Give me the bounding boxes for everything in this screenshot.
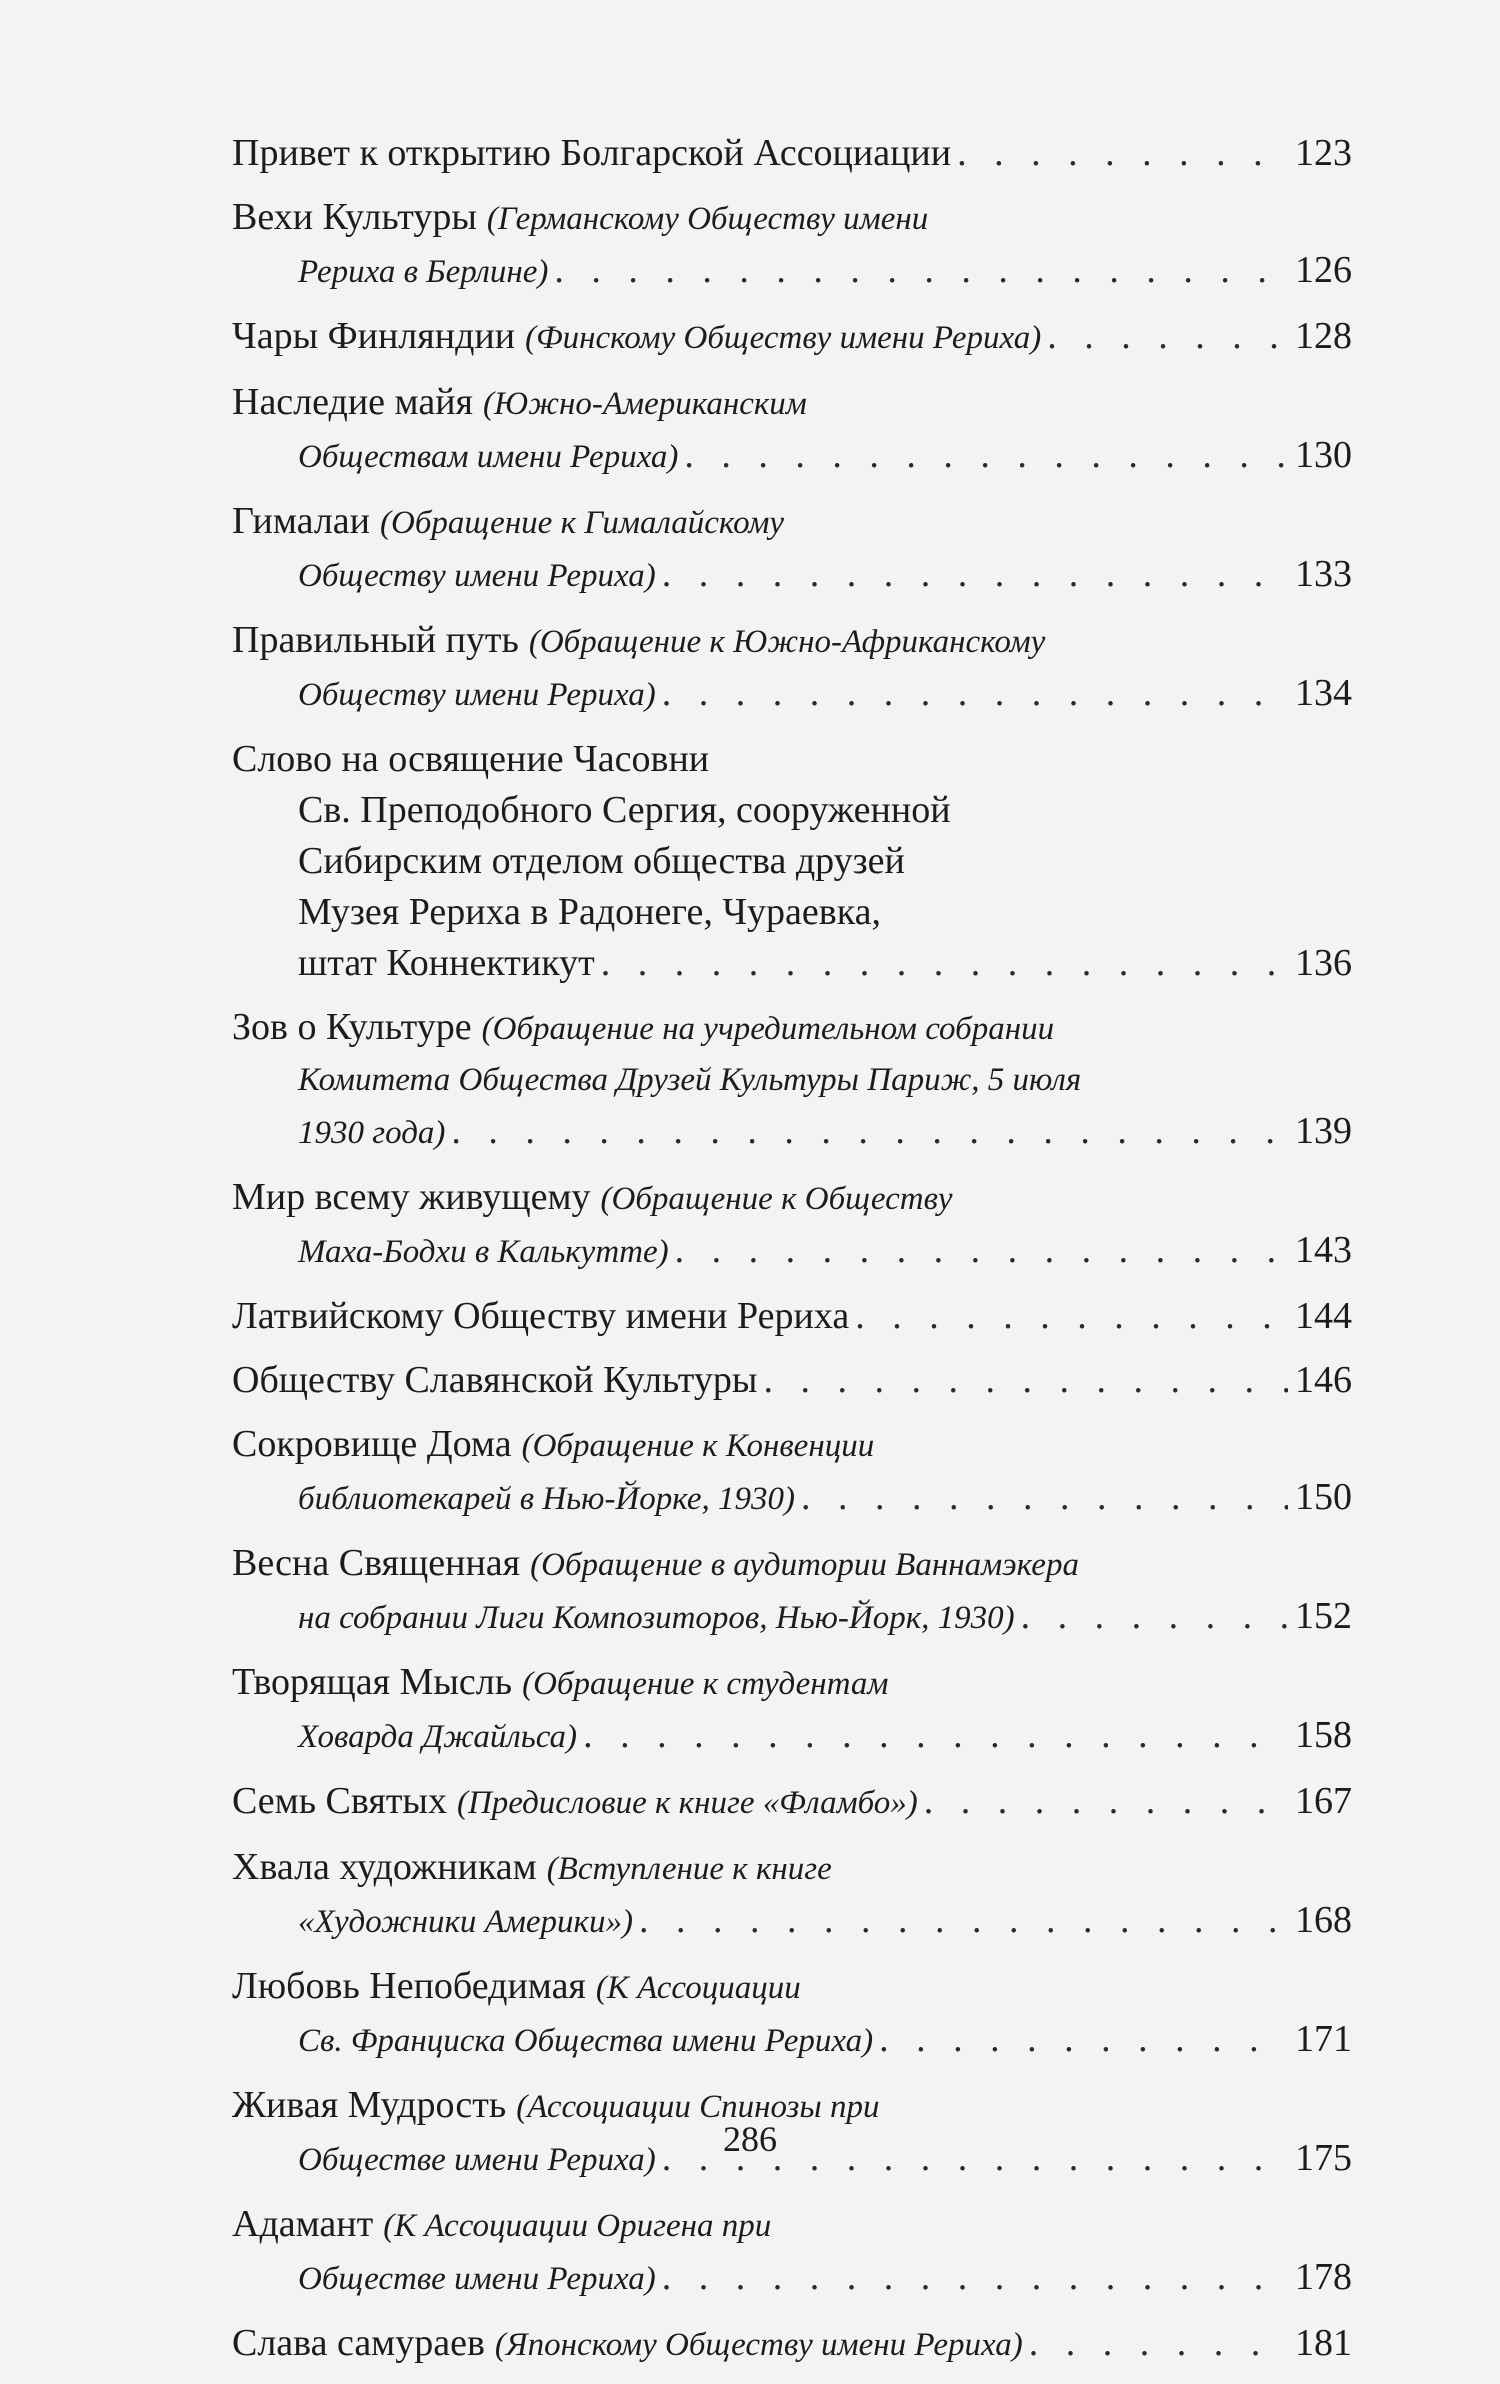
toc-entry-title: Музея Рериха в Радонеге, Чураевка,	[298, 891, 881, 933]
toc-entry-subtitle: (Южно-Американским	[483, 386, 807, 422]
dot-leader	[662, 668, 1288, 719]
dot-leader	[1021, 1591, 1288, 1642]
toc-entry-line	[232, 549, 1352, 602]
toc-page-number: 158	[1295, 1714, 1352, 1756]
toc-entry-line	[232, 1225, 1352, 1278]
toc-page-number: 133	[1295, 553, 1352, 595]
toc-entry-line	[232, 938, 1352, 989]
toc-entry-line	[232, 2318, 1352, 2371]
toc-entry-title: Чары Финляндии	[232, 315, 516, 357]
toc-page-number: 126	[1295, 249, 1352, 291]
dot-leader	[924, 1776, 1288, 1827]
toc-entry-subtitle: (Обращение к Обществу	[600, 1181, 953, 1217]
toc-entry-title: Творящая Мысль	[232, 1661, 513, 1703]
toc-entry-line	[232, 1419, 1352, 1472]
toc-entry-line	[232, 734, 1352, 785]
toc-entry-subtitle: (Обращение к Конвенции	[521, 1428, 875, 1464]
dot-leader	[684, 430, 1288, 481]
toc-entry-subtitle: (Обращение к Южно-Африканскому	[528, 624, 1046, 660]
toc-page-number: 146	[1295, 1359, 1352, 1401]
toc-entry-title: Адамант	[232, 2203, 374, 2245]
toc-entry-line	[232, 1055, 1352, 1106]
toc-entry-title: Слава самураев	[232, 2322, 485, 2364]
toc-page-number: 128	[1295, 315, 1352, 357]
toc-entry	[232, 1002, 1352, 1159]
toc-page-number: 175	[1295, 2137, 1352, 2179]
toc-entry	[232, 1172, 1352, 1278]
toc-entry	[232, 1355, 1352, 1406]
toc-entry-line	[232, 496, 1352, 549]
dot-leader	[639, 1895, 1288, 1946]
toc-entry-line	[232, 1657, 1352, 1710]
toc-entry	[232, 1842, 1352, 1948]
toc-entry-line	[232, 1776, 1352, 1829]
toc-entry-title: Правильный путь	[232, 619, 519, 661]
toc-entry-line	[232, 836, 1352, 887]
toc-entry-subtitle: Маха-Бодхи в Калькутте)	[298, 1234, 669, 1270]
dot-leader	[601, 938, 1288, 989]
toc-entry-subtitle: (Финскому Обществу имени Рериха)	[525, 320, 1042, 356]
toc-entry-line	[232, 245, 1352, 298]
toc-entry-line	[232, 1591, 1352, 1644]
toc-entry-line	[232, 615, 1352, 668]
toc-entry-title: Привет к открытию Болгарской Ассоциации	[232, 132, 952, 174]
toc-entry-subtitle: (Обращение на учредительном собрании	[481, 1011, 1055, 1047]
dot-leader	[675, 1225, 1288, 1276]
toc-entry-title: Св. Преподобного Сергия, сооруженной	[298, 789, 951, 831]
toc-entry	[232, 1419, 1352, 1525]
dot-leader	[662, 549, 1288, 600]
toc-entry-line	[232, 1472, 1352, 1525]
toc-entry-title: Живая Мудрость	[232, 2084, 507, 2126]
toc-entry	[232, 2199, 1352, 2305]
toc-entry-subtitle: Обществу имени Рериха)	[298, 558, 656, 594]
toc-entry-title: Хвала художникам	[232, 1846, 537, 1888]
toc-entry-title: Гималаи	[232, 500, 371, 542]
toc-entry-line	[232, 192, 1352, 245]
toc-entry	[232, 1657, 1352, 1763]
toc-page-number: 139	[1295, 1110, 1352, 1152]
toc-entry-line	[232, 377, 1352, 430]
toc-entry-title: Любовь Непобедимая	[232, 1965, 586, 2007]
toc-entry	[232, 1776, 1352, 1829]
toc-entry-title: Обществу Славянской Культуры	[232, 1359, 758, 1401]
toc-entry	[232, 1291, 1352, 1342]
toc-page-number: 123	[1295, 132, 1352, 174]
toc-entry-subtitle: (Ассоциации Спинозы при	[516, 2089, 880, 2125]
toc-entry-subtitle: (Германскому Обществу имени	[486, 201, 929, 237]
toc-entry-subtitle: (К Ассоциации	[595, 1970, 801, 2006]
toc-entry-title: Семь Святых	[232, 1780, 447, 1822]
toc-page-number: 171	[1295, 2018, 1352, 2060]
toc-entry-line	[232, 1538, 1352, 1591]
toc-entry-line	[232, 2014, 1352, 2067]
toc-page-number: 144	[1295, 1295, 1352, 1337]
toc-entry	[232, 128, 1352, 179]
toc-entry-line	[232, 1961, 1352, 2014]
toc-entry-title: Наследие майя	[232, 381, 474, 423]
toc-entry-title: Зов о Культуре	[232, 1006, 472, 1048]
toc-entry	[232, 615, 1352, 721]
page-number: 286	[723, 2119, 777, 2159]
toc-entry-title: Латвийскому Обществу имени Рериха	[232, 1295, 850, 1337]
toc-entry-line	[232, 1895, 1352, 1948]
toc-page-number: 168	[1295, 1899, 1352, 1941]
toc-page-number: 130	[1295, 434, 1352, 476]
toc-entry-subtitle: на собрании Лиги Композиторов, Нью-Йорк, 1930)	[298, 1600, 1015, 1636]
toc-entry-subtitle: (Вступление к книге	[546, 1851, 832, 1887]
table-of-contents	[232, 128, 1352, 2384]
toc-entry-subtitle: Рериха в Берлине)	[298, 254, 549, 290]
toc-entry-title: Весна Священная	[232, 1542, 521, 1584]
toc-entry	[232, 1961, 1352, 2067]
dot-leader	[1029, 2318, 1288, 2369]
toc-entry-line	[232, 887, 1352, 938]
toc-entry-line	[232, 1842, 1352, 1895]
toc-page-number: 178	[1295, 2256, 1352, 2298]
toc-entry	[232, 496, 1352, 602]
dot-leader	[662, 2252, 1288, 2303]
toc-entry	[232, 192, 1352, 298]
toc-entry-line	[232, 128, 1352, 179]
dot-leader	[879, 2014, 1288, 2065]
toc-entry-subtitle: Ховарда Джайльса)	[298, 1719, 578, 1755]
dot-leader	[763, 1355, 1288, 1406]
toc-entry-subtitle: (Обращение к студентам	[522, 1666, 889, 1702]
toc-page-number: 152	[1295, 1595, 1352, 1637]
toc-entry	[232, 2318, 1352, 2371]
toc-entry-subtitle: 1930 года)	[298, 1115, 446, 1151]
dot-leader	[801, 1472, 1288, 1523]
dot-leader	[451, 1106, 1288, 1157]
toc-entry-line	[232, 1106, 1352, 1159]
toc-entry-line	[232, 430, 1352, 483]
toc-entry-subtitle: Комитета Общества Друзей Культуры Париж, 5 июля	[298, 1062, 1082, 1098]
toc-entry-line	[232, 2252, 1352, 2305]
toc-entry-subtitle: Обществе имени Рериха)	[298, 2261, 656, 2297]
toc-entry-subtitle: (Предисловие к книге «Фламбо»)	[456, 1785, 918, 1821]
toc-entry	[232, 311, 1352, 364]
toc-entry	[232, 1538, 1352, 1644]
toc-entry-line	[232, 785, 1352, 836]
toc-entry-subtitle: (Обращение в аудитории Ваннамэкера	[530, 1547, 1079, 1583]
toc-entry-subtitle: Св. Франциска Общества имени Рериха)	[298, 2023, 874, 2059]
toc-entry-title: Вехи Культуры	[232, 196, 477, 238]
toc-page-number: 167	[1295, 1780, 1352, 1822]
toc-entry-subtitle: Обществам имени Рериха)	[298, 439, 679, 475]
toc-entry-subtitle: Обществу имени Рериха)	[298, 677, 656, 713]
toc-entry-line	[232, 311, 1352, 364]
toc-entry-subtitle: библиотекарей в Нью-Йорке, 1930)	[298, 1481, 796, 1517]
toc-entry-line	[232, 2199, 1352, 2252]
toc-entry-title: штат Коннектикут	[298, 942, 595, 984]
toc-entry-line	[232, 1172, 1352, 1225]
toc-entry-subtitle: «Художники Америки»)	[298, 1904, 633, 1940]
toc-entry-line	[232, 1710, 1352, 1763]
dot-leader	[583, 1710, 1288, 1761]
toc-page-number: 134	[1295, 672, 1352, 714]
toc-entry-line	[232, 1291, 1352, 1342]
toc-page-number: 150	[1295, 1476, 1352, 1518]
toc-entry	[232, 377, 1352, 483]
toc-page-number: 136	[1295, 942, 1352, 984]
dot-leader	[1047, 311, 1288, 362]
toc-entry-line	[232, 1002, 1352, 1055]
toc-entry-subtitle: (Японскому Обществу имени Рериха)	[494, 2327, 1023, 2363]
toc-entry-title: Сокровище Дома	[232, 1423, 512, 1465]
toc-entry-line	[232, 1355, 1352, 1406]
toc-entry-title: Мир всему живущему	[232, 1176, 591, 1218]
dot-leader	[855, 1291, 1288, 1342]
toc-entry-line	[232, 668, 1352, 721]
toc-entry	[232, 734, 1352, 989]
toc-entry-title: Слово на освящение Часовни	[232, 738, 710, 780]
dot-leader	[957, 128, 1288, 179]
dot-leader	[554, 245, 1288, 296]
toc-entry-subtitle: (Обращение к Гималайскому	[380, 505, 785, 541]
toc-page-number: 143	[1295, 1229, 1352, 1271]
toc-entry-subtitle: (К Ассоциации Оригена при	[383, 2208, 772, 2244]
toc-page-number: 181	[1295, 2322, 1352, 2364]
toc-entry-title: Сибирским отделом общества друзей	[298, 840, 905, 882]
toc-entry-subtitle: Обществе имени Рериха)	[298, 2142, 656, 2178]
